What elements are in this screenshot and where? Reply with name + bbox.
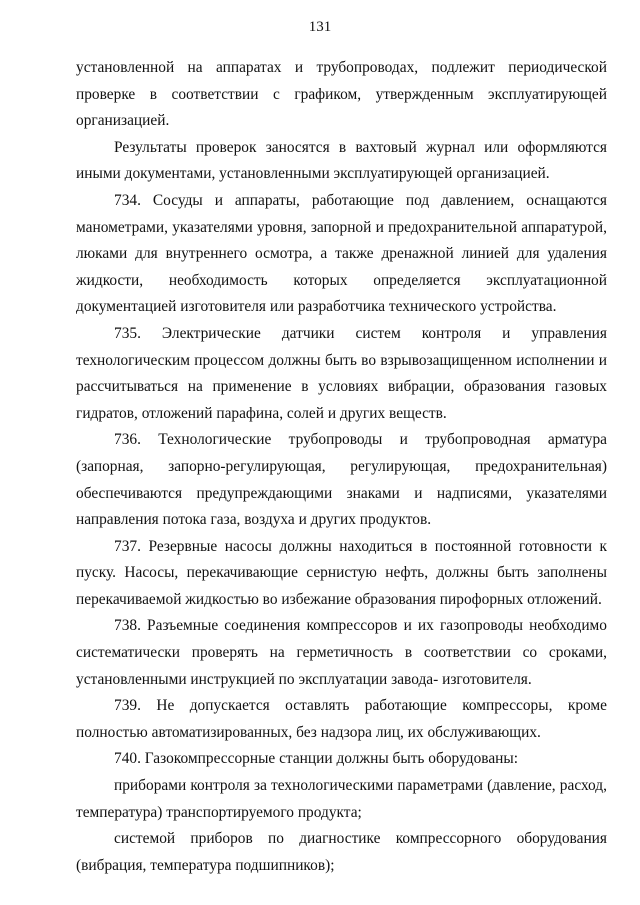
- document-body: [76, 55, 607, 879]
- list-item-diagnostics-system: системой приборов по диагностике компрессорного оборудования (вибрация, температура подшипников);: [76, 830, 607, 874]
- paragraph-735: 735. Электрические датчики систем контроля и управления технологическим процессом должны быть во взрывозащищенном исполнении и рассчитываться на применение в условиях вибрации, образования газовых гидратов, отложений парафина, солей и других веществ.: [76, 324, 607, 422]
- paragraph-continuation: установленной на аппаратах и трубопроводах, подлежит периодической проверке в соответствии с графиком, утвержденным эксплуатирующей организацией.: [76, 59, 607, 130]
- paragraph-740: 740. Газокомпрессорные станции должны быть оборудованы:: [114, 750, 519, 768]
- list-item-control-devices: приборами контроля за технологическими параметрами (давление, расход, температура) транспортируемого продукта;: [76, 777, 607, 821]
- paragraph-738: 738. Разъемные соединения компрессоров и их газопроводы необходимо систематически проверять на герметичность в соответствии со сроками, установленными инструкцией по эксплуатации завода- изготовителя.: [76, 617, 607, 688]
- paragraph-inspection-results: Результаты проверок заносятся в вахтовый журнал или оформляются иными документами, установленными эксплуатирующей организацией.: [76, 138, 607, 183]
- paragraph-737: 737. Резервные насосы должны находиться в постоянной готовности к пуску. Насосы, перекачивающие сернистую нефть, должны быть заполнены перекачиваемой жидкостью во избежание образования пирофорных отложений.: [76, 537, 607, 608]
- page-number: 131: [308, 19, 332, 35]
- paragraph-739: 739. Не допускается оставлять работающие компрессоры, кроме полностью автоматизированных, без надзора лиц, их обслуживающих.: [76, 697, 607, 741]
- paragraph-734: 734. Сосуды и аппараты, работающие под давлением, оснащаются манометрами, указателями уровня, запорной и предохранительной аппаратурой, люками для внутреннего осмотра, а также дренажной линией для удаления жидкости, необходимость которых определяется эксплуатационной документацией изготовителя или разработчика технического устройства.: [76, 191, 607, 316]
- paragraph-736: 736. Технологические трубопроводы и трубопроводная арматура (запорная, запорно-регулирующая, регулирующая, предохранительная) обеспечиваются предупреждающими знаками и надписями, указателями направления потока газа, воздуха и других продуктов.: [76, 431, 607, 529]
